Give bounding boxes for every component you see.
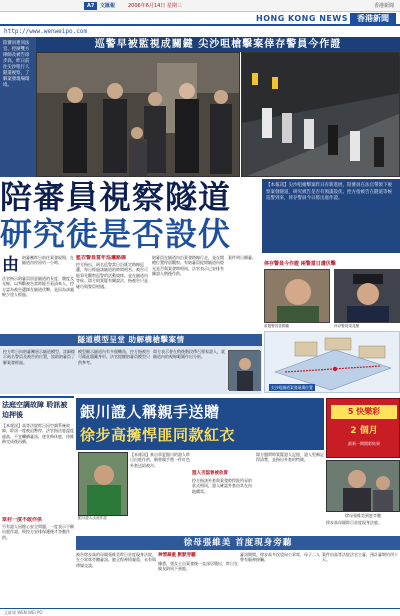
mother-story-column-1: 被告徐步高的母親張維美昨日首度現身法院，在公眾席旁聽審訊。她全程神情凝重，未有與傳媒交談。 <box>76 552 156 568</box>
article-column-2-text: 控方指出，兩名巡警當日沿既定路線巡邏，每日經過該隧道的時間相若。被告可能事先觀察巡警的活動規律，並在隧道內等候。辯方則質疑有關說法，指被告只是碰巧與警員相遇。 <box>76 262 148 289</box>
officer-photos <box>264 269 400 331</box>
mother-story-column-2-text: 據悉，張女士自案發後一直深居簡出，昨日在親友陪同下到庭。 <box>158 561 238 572</box>
section-header <box>0 12 400 26</box>
yinchuan-column-1: 【本報訊】來自寧夏銀川的證人昨日出庭作供，稱曾親手將一件紅色外套送給被告。 <box>130 452 190 468</box>
mother-photo-caption: 徐母張維美到庭旁聽 <box>345 513 381 518</box>
witness-photo <box>78 452 128 516</box>
mother-story-column-3: 審訊期間，徐步高多次望向公眾席，母子二人曾有眼神接觸。 <box>240 552 320 563</box>
model-column-3: 辯方表示會在稍後階段傳召專家證人，就隧道內的視線範圍作出分析。 <box>153 349 225 360</box>
witness-photo-caption: 銀川證人出庭作證 <box>78 516 107 520</box>
aircon-story-title: 法庭空調故障 聆訊被迫押後 <box>2 401 68 419</box>
page-number-tag: A7 <box>84 2 97 10</box>
main-headline-line2: 研究徒是否設伏 <box>0 215 232 253</box>
officer-photo-1 <box>264 269 330 323</box>
date-line: 2006年6月14日 星期三 <box>128 3 182 9</box>
witness-photo-illustration <box>79 453 128 516</box>
mother-photo-note: 徐步高母親昨日首度現身法庭。 <box>326 520 382 525</box>
paper-name: 文匯報 <box>100 3 116 9</box>
top-info-bar <box>0 0 400 12</box>
map-label: 尖沙咀隧道案發現場位置 <box>271 385 313 390</box>
yinchuan-headline <box>76 398 324 450</box>
drop-cap: 由 <box>2 255 19 275</box>
yinchuan-column-2 <box>192 452 254 534</box>
promo-title: 5 快樂彩 <box>331 405 397 419</box>
model-column-2: 模型顯示隧道內有多個轉角，控方指被告可藉此隱藏身形。法官提醒陪審員模型只供參考。 <box>78 349 150 365</box>
tunnel-location-map <box>264 331 400 393</box>
mother-story-header: 徐母張維美 首度現身旁聽 <box>76 536 400 550</box>
aircon-story-header <box>0 396 74 422</box>
model-photo <box>228 350 260 390</box>
mother-story-column-4: 案件由高等法院法官主審，預計審期約四十天。 <box>322 552 398 563</box>
article-column-1: 法官指示陪審員留意隧道的長度、闊度及光線，以判斷被告當時能否看清來人。控方認為被告選擇在隧道伏擊，是因為該處較少途人經過。 <box>2 276 74 298</box>
officer-1-portrait <box>265 270 330 323</box>
yinchuan-column-2-text: 控方指該外套與案發時悍匪所穿的款式相同，證人確認外套由其在內地購買。 <box>192 478 252 494</box>
mother-photo-illustration <box>327 461 400 512</box>
model-section <box>0 346 262 394</box>
mother-story-subhead: 神情凝重 默默旁聽 <box>158 553 196 558</box>
article-column-1-top: 陪審團昨日前往案發現場，在隧道內停留約一小時。 <box>22 255 74 266</box>
model-section-header: 隧道模型呈堂 助解構槍擊案情 <box>0 334 262 346</box>
article-subhead: 藍衣警員當年巡邏路線 <box>76 255 127 261</box>
photo-headline: 巡警早被監視成關鍵 尖沙咀槍擊案倖存警員今作證 <box>36 37 400 52</box>
section-title-chinese: 香港新聞 <box>350 13 396 25</box>
website-url[interactable]: http://www.wenweipo.com <box>4 28 88 35</box>
promo-text: 最新一期開彩結果 <box>348 441 380 446</box>
article-column-3: 陪審員在隧道內沿案發路線行走，並在開槍位置停留觀察。有陪審員提問隧道內燈光是否與案發時相同，法官表示已安排有關證人稍後作供。 <box>152 255 224 277</box>
inset-headline: 倖存警員今作證 兩警當日遭伏擊 <box>264 261 336 267</box>
main-headline <box>0 179 262 253</box>
officer-photo-2 <box>334 269 400 323</box>
page-footer: 文匯報 WEN WEI PO <box>0 608 400 616</box>
main-headline-line1: 陪審員視察隧道 <box>0 178 232 216</box>
mother-story-column-2 <box>158 552 238 608</box>
mother-photo <box>326 460 400 512</box>
officer-2-caption: 倖存警員梁兆樂 <box>334 324 360 328</box>
jurors-photo-illustration <box>37 53 240 177</box>
jurors-photo <box>36 52 240 177</box>
topbar-right-info: 香港新聞 <box>373 3 394 9</box>
section-title-english: HONG KONG NEWS <box>256 14 348 23</box>
model-column-1: 控方昨日向陪審團展示隧道模型，詳細標示兩名警員及被告的位置，協助陪審員了解案發經過。 <box>3 349 75 365</box>
aircon-story-body: 【本報訊】高等法院昨日因空調系統故障，聆訊一度被迫暫停。法官指法庭溫度過高，不宜繼續審訊，遂宣佈休庭，待維修完成後再續。 <box>2 423 74 445</box>
yinchuan-subhead: 證人否認曾被收買 <box>192 471 228 476</box>
article-column-2 <box>76 255 150 331</box>
officer-2-portrait <box>335 270 400 323</box>
yinchuan-column-3: 辯方盤問時質疑證人記憶，證人堅稱記得清楚，並指出外套的特徵。 <box>256 452 324 463</box>
lottery-promo[interactable] <box>326 398 400 458</box>
officer-1-caption: 被殺警員曾國衛 <box>264 324 290 328</box>
model-photo-illustration <box>229 351 261 391</box>
aircon-story-subhead: 眾村一度不敢作供 <box>2 517 43 523</box>
yinchuan-headline-line1: 銀川證人稱親手送贈 <box>80 403 220 421</box>
tunnel-scene-photo <box>241 52 400 177</box>
lead-summary-box: 【本報訊】尖沙咀槍擊案昨日有新進展，陪審員在法官帶領下視察案發隧道，研究被告是否有預謀設伏。控方指被告在隧道等候巡警到來，倖存警員今日將出庭作證。 <box>262 179 400 253</box>
promo-highlight: 2 個月 <box>350 426 378 436</box>
article-column-4: 案件明日續審。 <box>228 255 256 260</box>
photo-side-caption: 陪審員連同法官、控辯雙方律師及被告徐步高，昨日前往尖沙咀行人隧道視察，了解案發現場環境。 <box>0 37 36 177</box>
yinchuan-headline-line2: 徐步高擁悍匪同款紅衣 <box>80 426 236 444</box>
aircon-story-text: 另有證人因擔心安全問題，一度表示不願出庭作證，經控方安排保護後才答應作供。 <box>2 524 74 540</box>
tunnel-scene-illustration <box>242 53 400 177</box>
aircon-story-continued <box>2 517 74 557</box>
